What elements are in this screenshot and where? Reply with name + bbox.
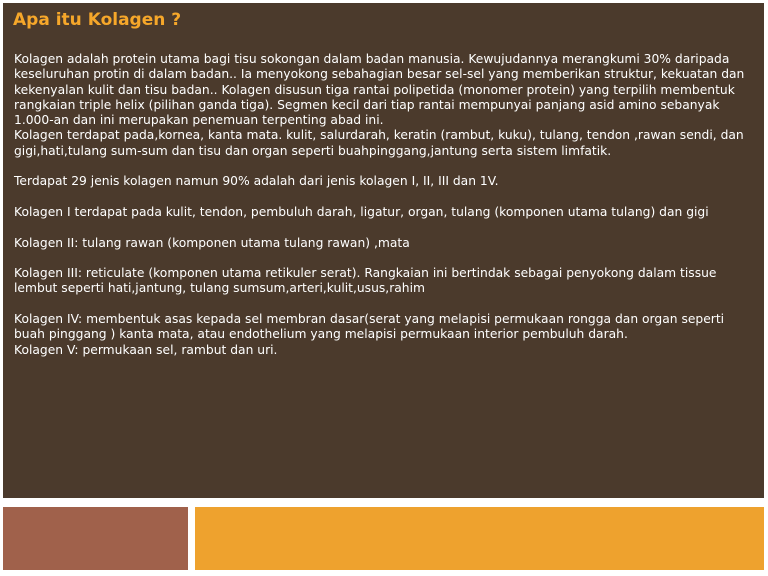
paragraph-types: Terdapat 29 jenis kolagen namun 90% adalah dari jenis kolagen I, II, III dan 1V. [14,174,499,189]
paragraph-locations: Kolagen terdapat pada,kornea, kanta mata. kulit, salurdarah, keratin (rambut, kuku), tulang, tendon ,rawan sendi, dan gigi,hati,tulang sum-sum dan tisu dan organ seperti buahpinggang,jantung serta sistem limfatik. [14,128,744,158]
slide-title: Apa itu Kolagen ? [13,10,182,30]
paragraph-kolagen-iii: Kolagen III: reticulate (komponen utama retikuler serat). Rangkaian ini bertindak sebagai penyokong dalam tissue lembut seperti hati,jantung, tulang sumsum,arteri,kulit,usus,rahim [14,266,717,296]
footer-accent-left [3,507,188,570]
paragraph-definition: Kolagen adalah protein utama bagi tisu sokongan dalam badan manusia. Kewujudannya merangkumi 30% daripada keseluruhan protin di dalam badan.. Ia menyokong sebahagian besar sel-sel yang memberikan struktur, kekuatan dan kekenyalan kulit dan tisu badan.. Kolagen disusun tiga rantai polipetida (monomer protein) yang terpilih membentuk rangkaian triple helix (pilihan ganda tiga). Segmen kecil dari tiap rantai mempunyai panjang asid amino sebanyak 1.000-an dan ini merupakan penemuan terpenting abad ini. [14,52,745,128]
paragraph-kolagen-ii: Kolagen II: tulang rawan (komponen utama tulang rawan) ,mata [14,235,410,250]
footer-accent-right [195,507,764,570]
slide-body [14,52,750,358]
paragraph-kolagen-i: Kolagen I terdapat pada kulit, tendon, pembuluh darah, ligatur, organ, tulang (komponen utama tulang) dan gigi [14,204,709,219]
paragraph-kolagen-iv: Kolagen IV: membentuk asas kepada sel membran dasar(serat yang melapisi permukaan rongga dan organ seperti buah pinggang ) kanta mata, atau endothelium yang melapisi permukaan interior pembuluh darah. [14,312,725,342]
paragraph-kolagen-v: Kolagen V: permukaan sel, rambut dan uri. [14,342,278,357]
